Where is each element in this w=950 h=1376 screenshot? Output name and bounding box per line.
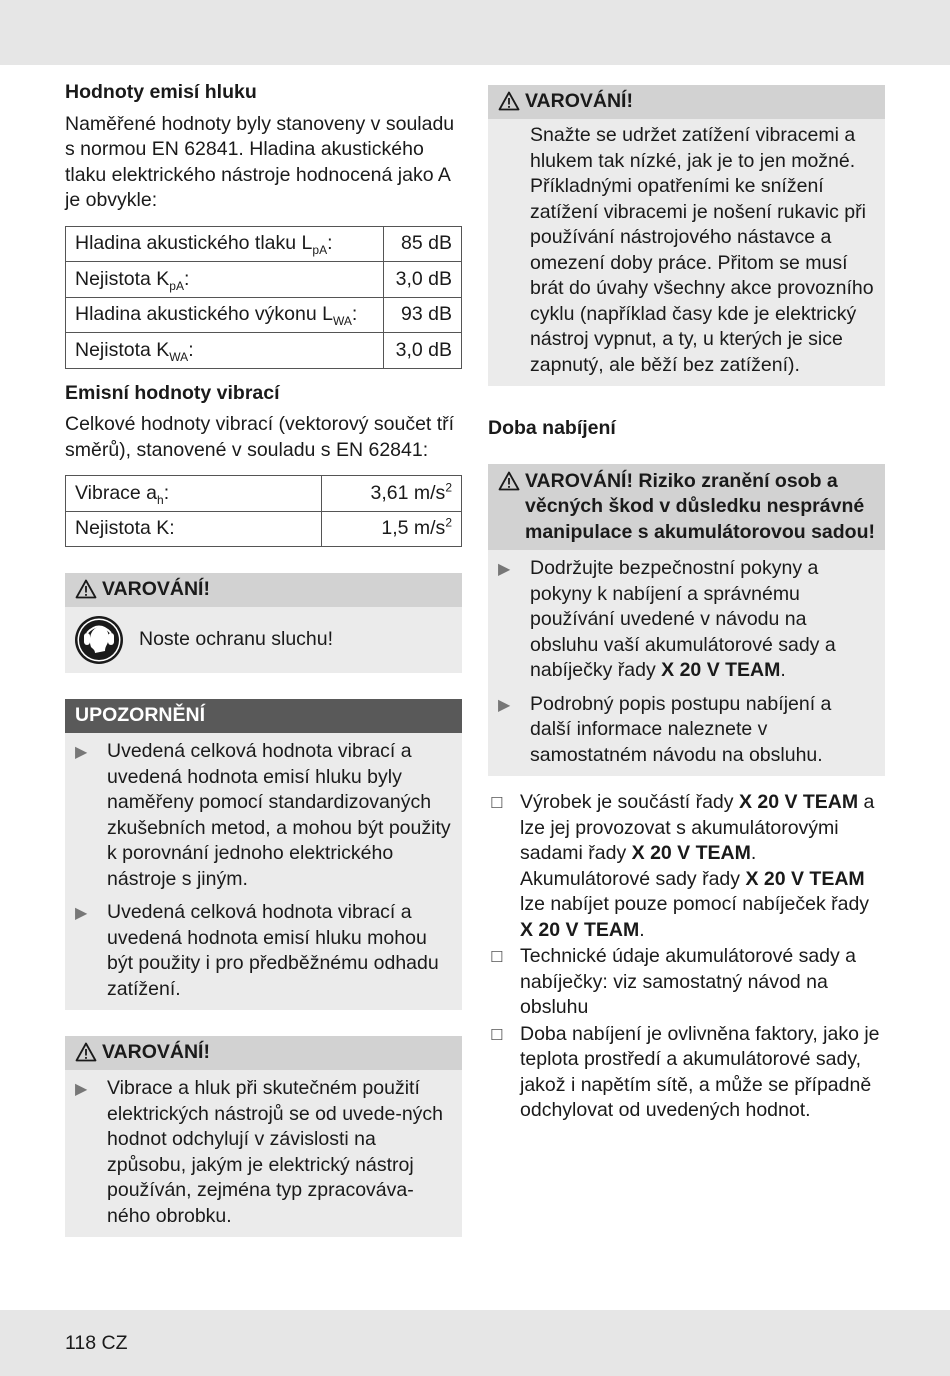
- left-column: [65, 80, 462, 1237]
- warning-header: [65, 1036, 462, 1070]
- table-row: Vibrace $a_h$: 3,61 $m/s^2$: [66, 476, 462, 512]
- warning-header: [488, 85, 885, 119]
- right-column: [488, 85, 885, 1125]
- charging-warning-title: VAROVÁNÍ! Riziko zranění osob a věcných škod v důsledku nesprávné manipulace s akumulátorovou sadou!: [525, 469, 875, 543]
- notice-header: [65, 699, 462, 733]
- list-item: ▶ Dodržujte bezpečnostní pokyny a pokyny k nabíjení a správnému používání uvedené v návodu na obsluhu vaší akumulátorové sady a nabíječky řady X 20 V TEAM.: [498, 556, 877, 684]
- warning-triangle-icon: [498, 91, 520, 111]
- warning-triangle-icon: [75, 579, 97, 599]
- charging-warning-box: [488, 464, 885, 777]
- hearing-warning-box: [65, 573, 462, 673]
- table-row: Nejistota $K_{WA}$: 3,0 dB: [66, 333, 462, 369]
- warning-title: VAROVÁNÍ!: [525, 90, 633, 112]
- warning-title: VAROVÁNÍ!: [102, 1041, 210, 1063]
- reduce-warning-box: [488, 85, 885, 386]
- table-row: Nejistota $K_{pA}$: 3,0 dB: [66, 262, 462, 298]
- square-bullet-icon: ☐: [490, 795, 504, 812]
- list-item: ☐ Doba nabíjení je ovlivněna faktory, jako je teplota prostředí a akumulátorové sady, jakož i napětím sítě, a může se případně odchylovat od uvedených hodnot.: [488, 1022, 885, 1124]
- arrow-bullet-icon: ▶: [75, 744, 88, 761]
- reduce-warning-text: Snažte se udržet zatížení vibracemi a hlukem tak nízké, jak je to jen možné. Příkladnými opatřeními ke snížení zatížení vibracemi je nošení rukavic při používání nástrojového nástavce a omezení doby práce. Přitom se musí brát do úvahy všechny akce provozního cyklu (například časy kde je elektrický nástroj vypnut, a ty, u kterých je sice zapnutý, ale běží bez zatížení).: [530, 124, 874, 376]
- notice-box: [65, 699, 462, 1010]
- warning-header: [488, 464, 885, 551]
- notice-title: UPOZORNĚNÍ: [75, 704, 206, 726]
- table-row: Hladina akustického výkonu $L_{WA}$: 93 dB: [66, 297, 462, 333]
- table-row: Hladina akustického tlaku $L_{pA}$: 85 dB: [66, 226, 462, 262]
- hearing-protection-icon: [74, 615, 124, 665]
- arrow-bullet-icon: ▶: [75, 905, 88, 922]
- list-item: ▶ Uvedená celková hodnota vibrací a uvedená hodnota emisí hluku mohou být použity i pro předběžnému odhadu zatížení.: [75, 900, 454, 1002]
- square-bullet-icon: ☐: [490, 1026, 504, 1044]
- footer-band: [0, 1310, 950, 1376]
- noise-table: [65, 226, 462, 369]
- vibration-warning-box: [65, 1036, 462, 1237]
- table-row: Nejistota K: 1,5 $m/s^2$: [66, 511, 462, 547]
- header-band: [0, 0, 950, 65]
- warning-header: [65, 573, 462, 607]
- arrow-bullet-icon: ▶: [75, 1081, 88, 1098]
- arrow-bullet-icon: ▶: [498, 696, 511, 714]
- list-item: ▶ Uvedená celková hodnota vibrací a uvedená hodnota emisí hluku byly naměřeny pomocí standardizovaných zkušebních metod, a mohou být použity k porovnání jednoho elektrického nástroje s jiným.: [75, 739, 454, 892]
- list-item: ☐ Výrobek je součástí řady X 20 V TEAM a lze jej provozovat s akumulátorovými sadami řady X 20 V TEAM. Akumulátorové sady řady X 20 V TEAM lze nabíjet pouze pomocí nabíječek řady X 20 V TEAM.: [488, 790, 885, 943]
- vibration-heading: Emisní hodnoty vibrací: [65, 381, 280, 404]
- hearing-warning-text: Noste ochranu sluchu!: [139, 628, 334, 651]
- list-item: ▶ Podrobný popis postupu nabíjení a další informace naleznete v samostatném návodu na obsluhu.: [498, 692, 877, 769]
- list-item: ☐ Technické údaje akumulátorové sady a nabíječky: viz samostatný návod na obsluhu: [488, 944, 885, 1021]
- noise-heading: Hodnoty emisí hluku: [65, 81, 257, 103]
- warning-triangle-icon: [498, 471, 520, 491]
- page-number: 118 CZ: [65, 1332, 128, 1354]
- vibration-intro: Celkové hodnoty vibrací (vektorový součet tří směrů), stanovené v souladu s EN 62841:: [65, 413, 455, 461]
- warning-title: VAROVÁNÍ!: [102, 578, 210, 600]
- warning-triangle-icon: [75, 1042, 97, 1062]
- charging-heading: Doba nabíjení: [488, 417, 616, 439]
- vibration-table: [65, 475, 462, 547]
- list-item: ▶ Vibrace a hluk při skutečném použití elektrických nástrojů se od uvede-ných hodnot odchylují v závislosti na způsobu, jakým je elektrický nástroj používán, zejména typ zpracováva-ného obrobku.: [75, 1076, 454, 1229]
- arrow-bullet-icon: ▶: [498, 561, 511, 578]
- charging-list: [488, 790, 885, 1124]
- noise-intro: Naměřené hodnoty byly stanoveny v souladu s normou EN 62841. Hladina akustického tlaku elektrického nástroje hodnocená jako A je obvykle:: [65, 112, 455, 211]
- square-bullet-icon: ☐: [490, 949, 504, 966]
